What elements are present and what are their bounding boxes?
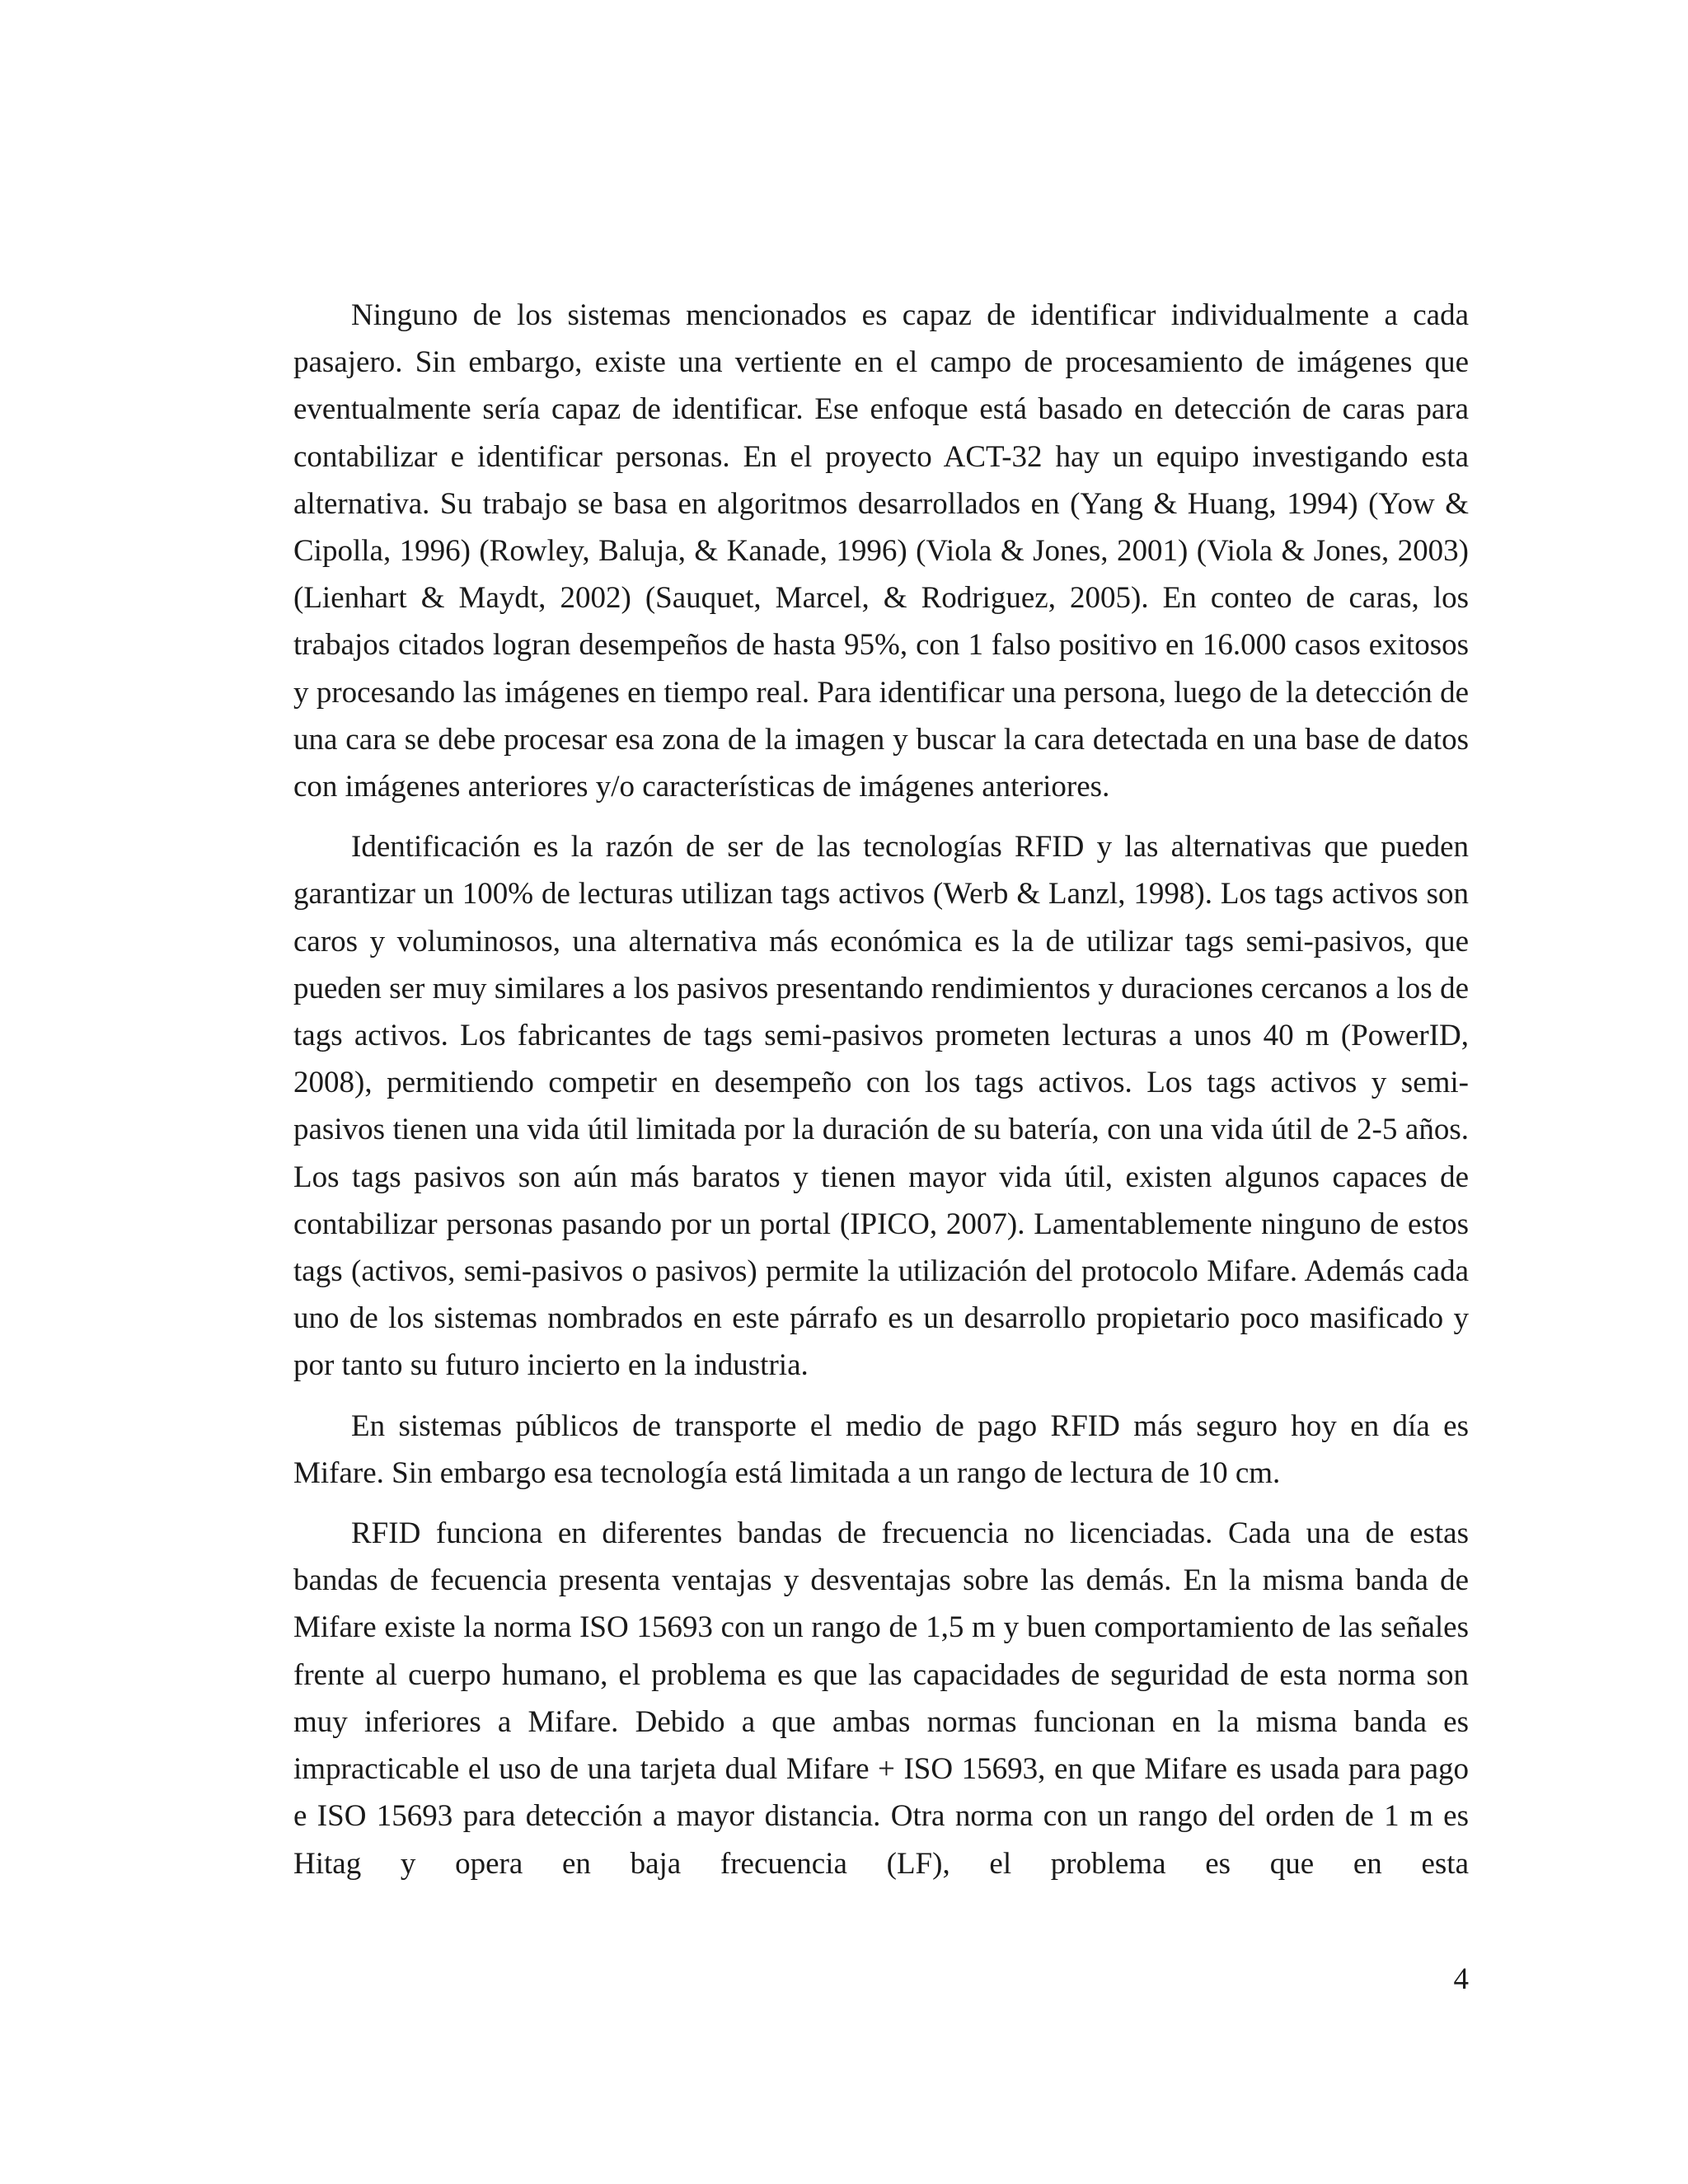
paragraph-rfid-tags: Identificación es la razón de ser de las tecnologías RFID y las alternativas que pueden garantizar un 100% de lecturas utilizan tags activos (Werb & Lanzl, 1998). Los tags activos son caros y voluminosos, una alternativa más económica es la de utilizar tags semi-pasivos, que pueden ser muy similares a los pasivos presentando rendimientos y duraciones cercanos a los de tags activos. Los fabricantes de tags semi-pasivos prometen lecturas a unos 40 m (PowerID, 2008), permitiendo competir en desempeño con los tags activos. Los tags activos y semi-pasivos tienen una vida útil limitada por la duración de su batería, con una vida útil de 2-5 años. Los tags pasivos son aún más baratos y tienen mayor vida útil, existen algunos capaces de contabilizar personas pasando por un portal (IPICO, 2007). Lamentablemente ninguno de estos tags (activos, semi-pasivos o pasivos) permite la utilización del protocolo Mifare. Además cada uno de los sistemas nombrados en este párrafo es un desarrollo propietario poco masificado y por tanto su futuro incierto en la industria. — [293, 830, 1469, 1383]
body-text — [293, 292, 1469, 1900]
paragraph-mifare-payment: En sistemas públicos de transporte el medio de pago RFID más seguro hoy en día es Mifare. Sin embargo esa tecnología está limitada a un rango de lectura de 10 cm. — [293, 1408, 1469, 1490]
page-number: 4 — [1453, 1962, 1469, 1996]
paragraph-face-detection: Ninguno de los sistemas mencionados es capaz de identificar individualmente a cada pasajero. Sin embargo, existe una vertiente en el campo de procesamiento de imágenes que eventualmente sería capaz de identificar. Ese enfoque está basado en detección de caras para contabilizar e identificar personas. En el proyecto ACT-32 hay un equipo investigando esta alternativa. Su trabajo se basa en algoritmos desarrollados en (Yang & Huang, 1994) (Yow & Cipolla, 1996) (Rowley, Baluja, & Kanade, 1996) (Viola & Jones, 2001) (Viola & Jones, 2003) (Lienhart & Maydt, 2002) (Sauquet, Marcel, & Rodriguez, 2005). En conteo de caras, los trabajos citados logran desempeños de hasta 95%, con 1 falso positivo en 16.000 casos exitosos y procesando las imágenes en tiempo real. Para identificar una persona, luego de la detección de una cara se debe procesar esa zona de la imagen y buscar la cara detectada en una base de datos con imágenes anteriores y/o características de imágenes anteriores. — [293, 298, 1469, 804]
paragraph-frequency-bands: RFID funciona en diferentes bandas de frecuencia no licenciadas. Cada una de estas bandas de fecuencia presenta ventajas y desventajas sobre las demás. En la misma banda de Mifare existe la norma ISO 15693 con un rango de 1,5 m y buen comportamiento de las señales frente al cuerpo humano, el problema es que las capacidades de seguridad de esta norma son muy inferiores a Mifare. Debido a que ambas normas funcionan en la misma banda es impracticable el uso de una tarjeta dual Mifare + ISO 15693, en que Mifare es usada para pago e ISO 15693 para detección a mayor distancia. Otra norma con un rango del orden de 1 m es Hitag y opera en baja frecuencia (LF), el problema es que en esta — [293, 1516, 1469, 1881]
